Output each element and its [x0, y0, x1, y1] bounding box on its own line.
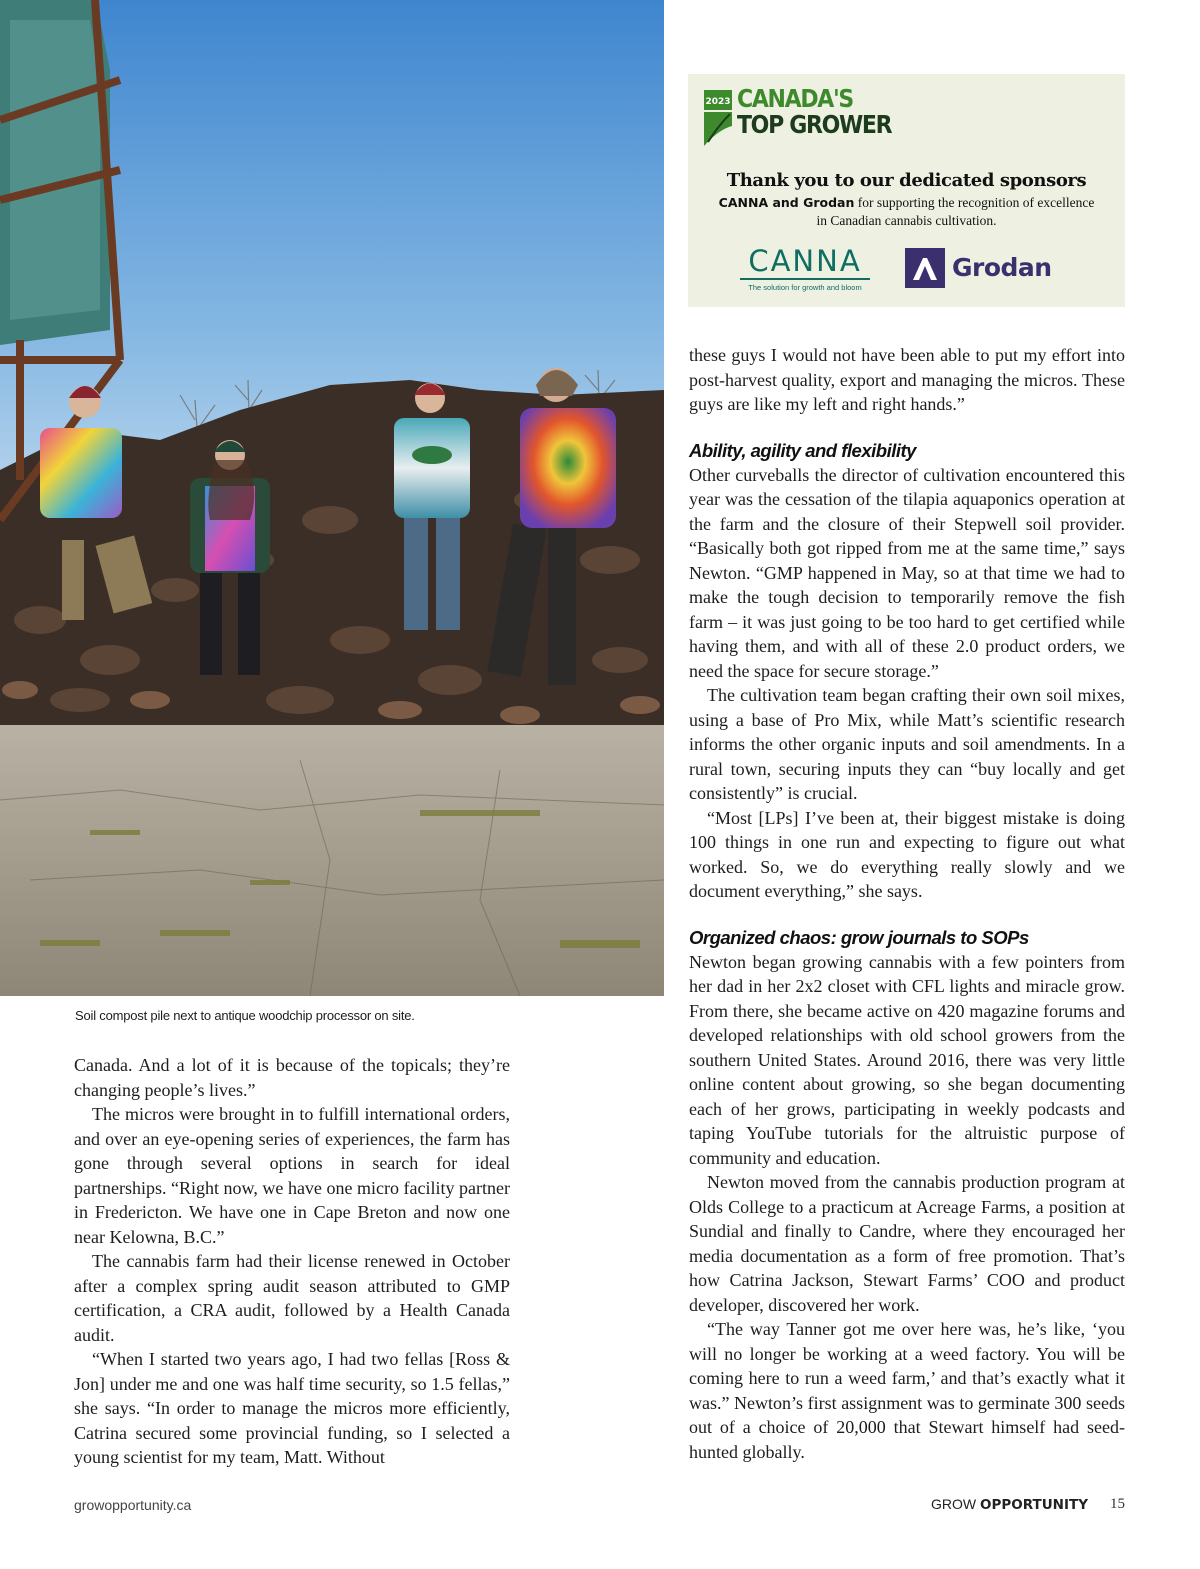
sponsor-subtitle: [718, 194, 1095, 230]
paragraph: these guys I would not have been able to put my effort into post-harvest quality, export and managing the micros. These guys are like my left and right hands.”: [689, 345, 1125, 414]
canna-logo: [740, 246, 870, 292]
sponsor-description: for supporting the recognition of excellence in Canadian cannabis cultivation.: [816, 195, 1095, 228]
section-heading: Organized chaos: grow journals to SOPs: [689, 926, 1029, 948]
footer-url[interactable]: growopportunity.ca: [74, 1497, 192, 1513]
paragraph: Newton began growing cannabis with a few pointers from her dad in her 2x2 closet with CFL lights and miracle grow. From there, she became active on 420 magazine forums and developed relationships with old school growers from the southern United States. Around 2016, there was very little online content about growing, so she began documenting each of her grows, participating in weekly podcasts and taping YouTube tutorials for the altruistic purpose of community and education.: [689, 951, 1125, 1168]
canna-tagline: The solution for growth and bloom: [748, 283, 862, 292]
paragraph: Canada. And a lot of it is because of the topicals; they’re changing people’s lives.”: [74, 1055, 510, 1100]
paragraph: “Most [LPs] I’ve been at, their biggest mistake is doing 100 things in one run and expecting to figure out what worked. So, we do everything really slowly and we document everything,” she says.: [689, 807, 1125, 901]
top-grower-logo: [737, 86, 891, 138]
grodan-logo-icon: [905, 248, 945, 288]
paragraph: The cultivation team began crafting their own soil mixes, using a base of Pro Mix, while Matt’s scientific research informs the other organic inputs and soil amendments. In a rural town, securing inputs they can “buy locally and get consistently” is crucial.: [689, 685, 1125, 803]
photo-caption: Soil compost pile next to antique woodchip processor on site.: [75, 1008, 415, 1023]
paragraph: The micros were brought in to fulfill international orders, and over an eye-opening series of experiences, the farm has gone through several options in search for ideal partnerships. “Right now, we have one micro facility partner in Fredericton. We have one in Cape Breton and now one near Kelowna, B.C.”: [74, 1104, 510, 1247]
paragraph: “The way Tanner got me over here was, he’s like, ‘you will no longer be working at a weed factory. You will be coming here to run a weed farm,’ and that’s exactly what it was.” Newton’s first assignment was to germinate 300 seeds out of a choice of 20,000 that Stewart himself had seed-hunted globally.: [689, 1319, 1125, 1462]
left-column: [74, 1053, 510, 1470]
paragraph: Newton moved from the cannabis production program at Olds College to a practicum at Acreage Farms, a position at Sundial and finally to Candre, where they encouraged her media documentation as a form of free promotion. That’s how Catrina Jackson, Stewart Farms’ COO and product developer, discovered her work.: [689, 1172, 1125, 1315]
page-number: 15: [1110, 1496, 1125, 1512]
sponsor-names: CANNA and Grodan: [718, 195, 855, 210]
feature-photo: [0, 0, 664, 996]
grodan-wordmark: Grodan: [952, 253, 1052, 282]
paragraph: The cannabis farm had their license renewed in October after a complex spring audit season attributed to GMP certification, a CRA audit, followed by a Health Canada audit.: [74, 1251, 510, 1345]
sponsor-title: Thank you to our dedicated sponsors: [726, 170, 1087, 191]
canna-wordmark: CANNA: [740, 246, 870, 280]
logo-line-2: TOP GROWER: [737, 110, 892, 139]
top-grower-logo-icon: [704, 90, 732, 146]
logo-line-1: CANADA'S: [737, 84, 853, 113]
footer-pub-light: GROW: [930, 1496, 980, 1512]
footer-publication: [931, 1496, 1088, 1513]
logo-year-text: 2023: [705, 97, 731, 107]
footer-pub-bold: OPPORTUNITY: [979, 1497, 1088, 1513]
paragraph: Other curveballs the director of cultivation encountered this year was the cessation of the tilapia aquaponics operation at the farm and the closure of their Stepwell soil provider. “Basically both got ripped from me at the same time,” says Newton. “GMP happened in May, so at that time we had to make the tough decision to temporarily remove the fish farm – it was just going to be too hard to get certified while having them, and with all of these 2.0 product orders, we need the space for secure storage.”: [689, 464, 1125, 681]
right-column: [689, 343, 1125, 1464]
paragraph: “When I started two years ago, I had two fellas [Ross & Jon] under me and one was half time security, so 1.5 fellas,” she says. “In order to manage the micros more efficiently, Catrina secured some provincial funding, so I selected a young scientist for my team, Matt. Without: [74, 1349, 510, 1467]
section-heading: Ability, agility and flexibility: [689, 439, 916, 461]
sponsor-box: [688, 74, 1125, 307]
